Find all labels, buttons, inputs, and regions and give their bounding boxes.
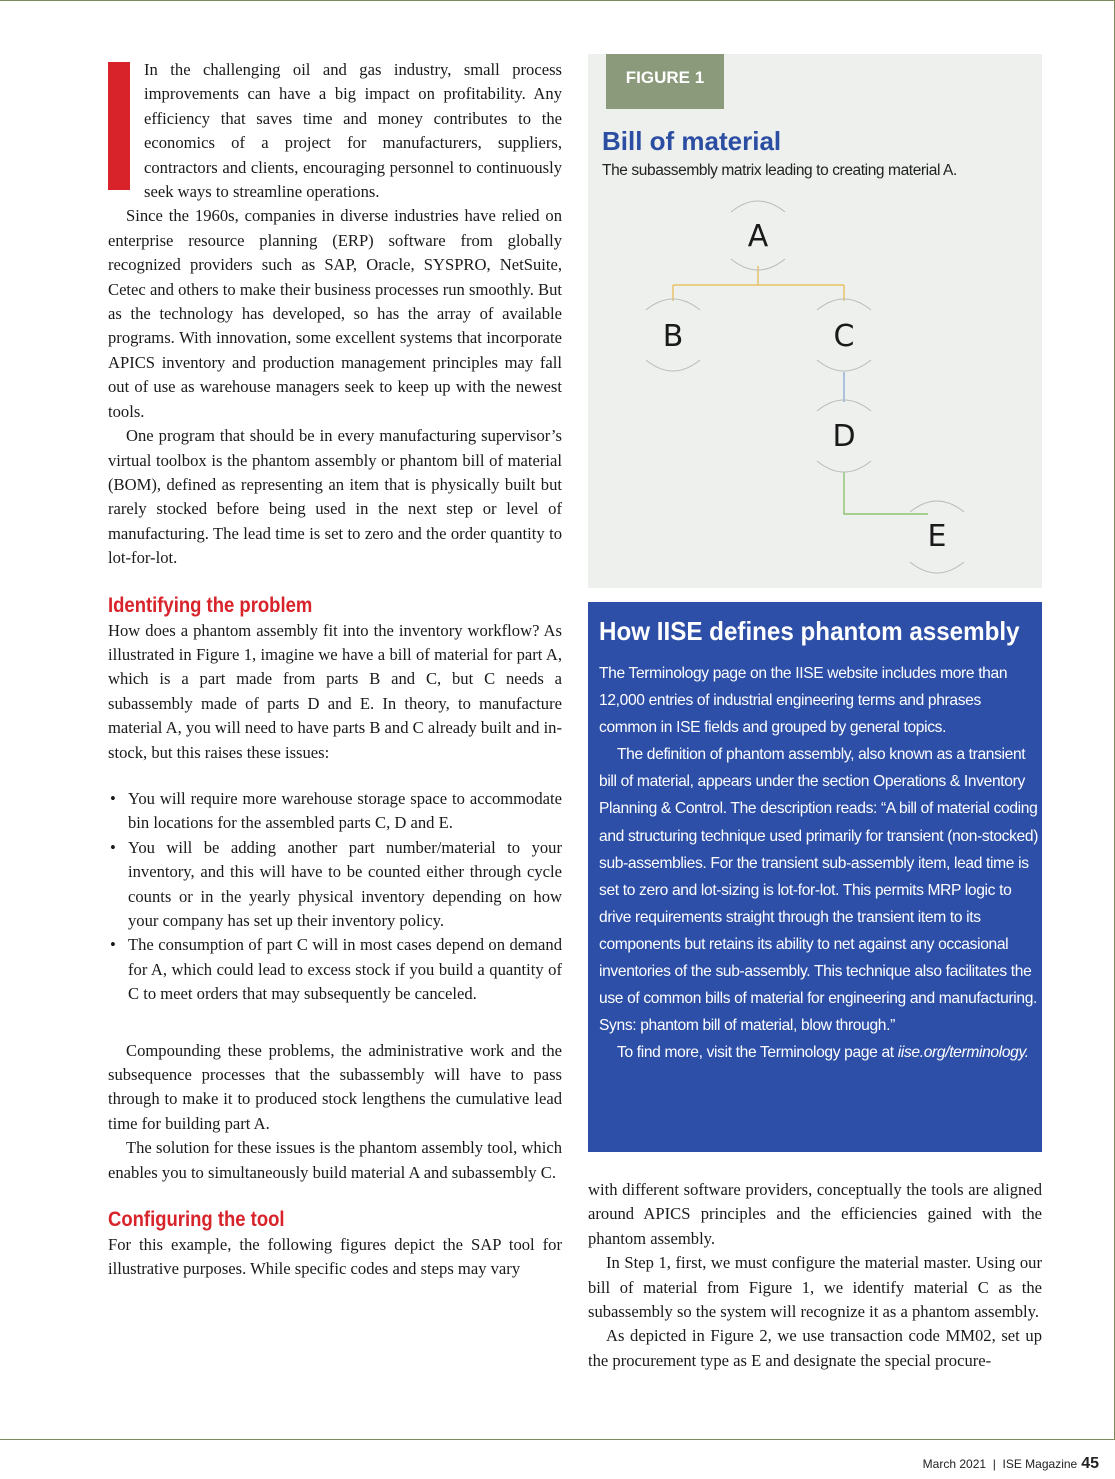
sidebar-body xyxy=(599,660,1039,1066)
page-number: 45 xyxy=(1081,1455,1099,1472)
sidebar-paragraph-find-more xyxy=(599,1039,1039,1066)
list-item xyxy=(108,787,562,836)
intro-paragraph: In the challenging oil and gas industry, small process improvements can have a big impact on profitability. Any efficiency that saves time and money contributes to the economics of a project for manufacturers, suppliers, contractors and clients, encouraging personnel to continuously seek ways to streamline operations. xyxy=(144,60,562,202)
paragraph-erp-history: Since the 1960s, companies in diverse industries have relied on enterprise resource planning (ERP) software from globally recognized providers such as SAP, Oracle, SYSPRO, NetSuite, Cetec and others to make their business processes run smoothly. But as the technology has developed, so has the array of available programs. With innovation, some excellent systems that incorporate APICS inventory and production management principles may fall out of use as warehouse managers seek to keep up with the newest tools. xyxy=(108,206,562,421)
bom-tree-diagram xyxy=(588,54,1042,588)
figure-tab-label: FIGURE 1 xyxy=(625,68,705,87)
node-d-label: D xyxy=(832,419,856,454)
paragraph-solution: The solution for these issues is the phantom assembly tool, which enables you to simultaneously build material A and subassembly C. xyxy=(108,1138,562,1182)
bullet-mark: • xyxy=(110,837,116,857)
page-border-bottom xyxy=(0,1439,1115,1440)
paragraph-providers: with different software providers, conceptually the tools are aligned around APICS principles and the efficiencies gained with the phantom assembly. xyxy=(588,1180,1042,1248)
bullet-mark: • xyxy=(110,935,116,955)
list-item-text: You will be adding another part number/material to your inventory, and this will have to be counted either through cycle counts or in the yearly physical inventory depending on how your company has set up their inventory policy. xyxy=(128,837,562,930)
figure-title: Bill of material xyxy=(602,126,782,156)
paragraph-step-1: In Step 1, first, we must configure the material master. Using our bill of material from Figure 1, we identify material C as the subassembly so the system will recognize it as a phantom assembly. xyxy=(588,1253,1042,1322)
paragraph-phantom-definition: One program that should be in every manufacturing supervisor’s virtual toolbox is the phantom assembly or phantom bill of material (BOM), defined as representing an item that is physically built but rarely stocked before being used in the next step or level of manufacturing. The lead time is set to zero and the order quantity to lot-for-lot. xyxy=(108,426,562,568)
page-footer xyxy=(923,1455,1099,1473)
node-arcs xyxy=(646,201,964,573)
paragraph-workflow: How does a phantom assembly fit into the inventory workflow? As illustrated in Figure 1, imagine we have a bill of material for part A, which is a part made from parts B and C, but C needs a subassembly made of parts D and E. In theory, to manufacture material A, you will need to have parts B and C already built and in-stock, but this raises these issues: xyxy=(108,620,562,762)
left-column xyxy=(108,58,562,1282)
list-item-text: The consumption of part C will in most cases depend on demand for A, which could lead to excess stock if you build a quantity of C to meet orders that may subsequently be canceled. xyxy=(128,935,562,1004)
find-more-text: To find more, visit the Terminology page at xyxy=(617,1044,898,1062)
bullet-mark: • xyxy=(110,788,116,808)
list-item xyxy=(108,836,562,934)
sidebar-paragraph-definition: The definition of phantom assembly, also known as a transient bill of material, appears under the section Operations & Inventory Planning & Control. The description reads: “A bill of material coding and structuring technique used primarily for transient (non-stocked) sub-assemblies. For the transient sub-assembly item, lead time is set to zero and lot-sizing is lot-for-lot. This permits MRP logic to drive requirements straight through the transient item to its components but retains its ability to net against any occasional inventories of the sub-assembly. This technique also facilitates the use of common bills of material for engineering and manufacturing. Syns: phantom bill of material, blow through.” xyxy=(599,746,1039,1035)
right-column xyxy=(588,1178,1042,1373)
page-border-top xyxy=(0,0,1115,1)
figure-subtitle: The subassembly matrix leading to creating material A. xyxy=(602,162,957,179)
paragraph-compounding: Compounding these problems, the administrative work and the subsequence processes that the subassembly will have to pass through to make it to produced stock lengthens the cumulative lead time for building part A. xyxy=(108,1040,562,1133)
issues-list xyxy=(108,787,562,1007)
heading-configuring-tool: Configuring the tool xyxy=(108,1208,285,1232)
sidebar-title: How IISE defines phantom assembly xyxy=(599,616,1020,646)
paragraph-figure-2: As depicted in Figure 2, we use transaction code MM02, set up the procurement type as E and designate the special procure- xyxy=(588,1326,1042,1370)
sidebar-paragraph-terminology: The Terminology page on the IISE website includes more than 12,000 entries of industrial engineering terms and phrases common in ISE fields and grouped by general topics. xyxy=(599,665,1008,737)
node-a-label: A xyxy=(747,219,769,254)
list-item xyxy=(108,933,562,1006)
node-e-label: E xyxy=(927,519,947,554)
connector-a-bc xyxy=(673,266,844,301)
list-item-text: You will require more warehouse storage space to accommodate bin locations for the assembled parts C, D and E. xyxy=(128,788,562,833)
heading-identifying-problem: Identifying the problem xyxy=(108,593,313,617)
node-b-label: B xyxy=(662,319,684,354)
figure-1-panel xyxy=(588,54,1042,588)
footer-issue: March 2021 | ISE Magazine xyxy=(922,1457,1078,1471)
paragraph-sap-example: For this example, the following figures depict the SAP tool for illustrative purposes. While specific codes and steps may vary xyxy=(108,1235,562,1279)
terminology-link[interactable]: iise.org/terminology. xyxy=(897,1044,1029,1062)
sidebar-phantom-definition xyxy=(588,602,1042,1152)
node-c-label: C xyxy=(833,319,855,354)
